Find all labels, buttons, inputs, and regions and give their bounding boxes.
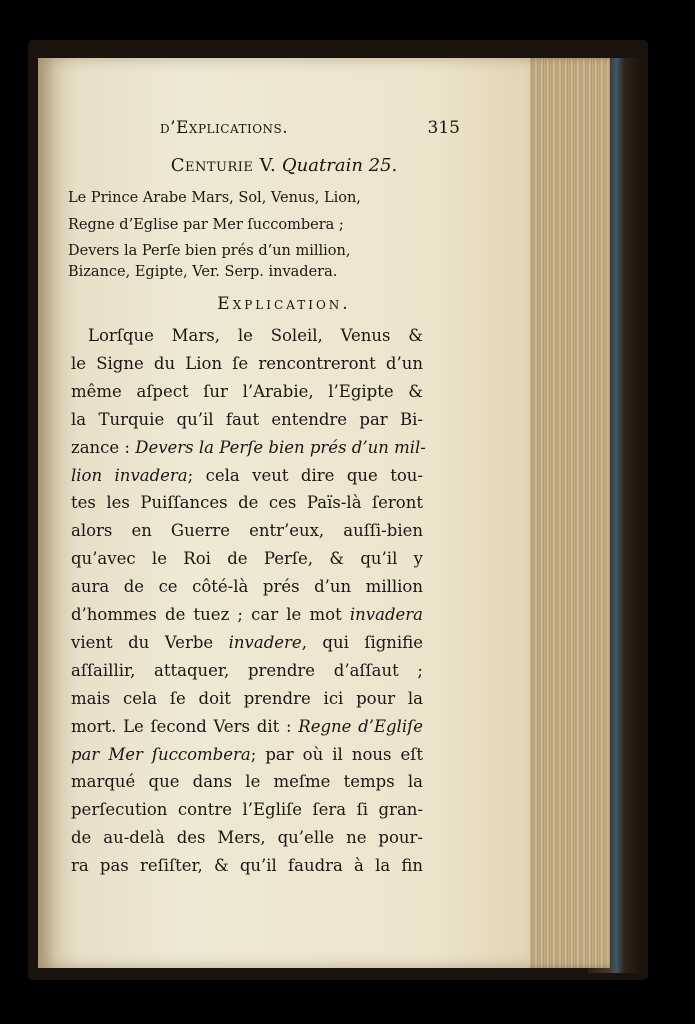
verse-line: Le Prince Arabe Mars, Sol, Venus, Lion, [68,190,361,206]
prose-text: Lorſque Mars, le Soleil, Venus & [88,326,423,345]
prose-text: zance : [71,437,136,457]
prose-line [71,382,423,401]
prose-italic: par Mer ſuccombera [71,744,251,764]
prose-line [71,745,423,764]
prose-line [71,772,423,791]
prose-line [71,410,423,429]
prose-line [71,717,423,736]
verse-line: Devers la Perſe bien prés d’un million, [68,243,351,259]
explication-heading: Explication. [217,294,351,314]
prose-italic: invadere [228,632,302,652]
prose-line [71,466,423,485]
prose-line [71,633,423,652]
prose-text: qu’avec le Roi de Perſe, & qu’il y [71,549,423,569]
prose-line [71,689,423,708]
prose-text: aura de ce côté-là prés d’un million [71,577,423,597]
prose-text: même aſpect ſur l’Arabie, l’Egipte & [71,381,423,401]
prose-text: perſecution contre l’Egliſe ſera ſi gran- [71,800,423,820]
prose-line [71,605,423,624]
prose-text: alors en Guerre entr’eux, auſſi-bien [71,521,423,541]
prose-line [71,577,423,596]
verse-line: Regne d’Eglise par Mer ſuccombera ; [68,217,344,233]
page-edges [520,58,610,968]
prose-text: de au-delà des Mers, qu’elle ne pour- [71,828,423,848]
prose-text: mais cela ſe doit prendre ici pour la [71,688,423,708]
quatrain-heading [38,155,530,176]
prose-italic: invadera [349,605,423,624]
running-title: d’Explications. [160,118,289,138]
prose-line [71,856,423,875]
prose-line [71,661,423,680]
prose-italic: Regne d’Egliſe [298,716,423,736]
prose-text: vient du Verbe [71,632,229,652]
page-header [160,118,460,142]
prose-text: ; par où il nous eſt [250,744,424,764]
quatrain-number: Quatrain 25. [281,155,398,176]
prose-text: la Turquie qu’il faut entendre par Bi- [71,409,423,429]
prose-line [71,493,423,512]
quatrain-label: Centurie V. [170,155,277,176]
prose-italic: lion invadera [71,465,188,485]
prose-text: ra pas reſiſter, & qu’il faudra à la fin [71,856,423,876]
prose-line [71,521,423,540]
prose-text: mort. Le ſecond Vers dit : [71,716,299,736]
prose-line [71,800,423,819]
prose-italic: Devers la Perſe bien prés d’un mil- [135,437,426,457]
prose-line [88,326,423,345]
prose-line [71,354,423,373]
page-number: 315 [427,118,460,138]
prose-line [71,549,423,568]
prose-text: ; cela veut dire que tou- [187,465,423,485]
book-page [38,58,530,968]
verse-line: Bizance, Egipte, Ver. Serp. invadera. [68,264,338,280]
prose-text: aſſaillir, attaquer, prendre d’aſſaut ; [71,660,423,680]
prose-text: marqué que dans le meſme temps la [71,772,423,792]
prose-text: d’hommes de tuez ; car le mot [71,605,350,624]
prose-line [71,437,426,457]
prose-text: le Signe du Lion ſe rencontreront d’un [71,353,423,373]
prose-line [71,828,423,847]
prose-text: , qui ſignifie [301,632,423,652]
prose-text: tes les Puiſſances de ces Païs-là ſeront [71,493,423,513]
